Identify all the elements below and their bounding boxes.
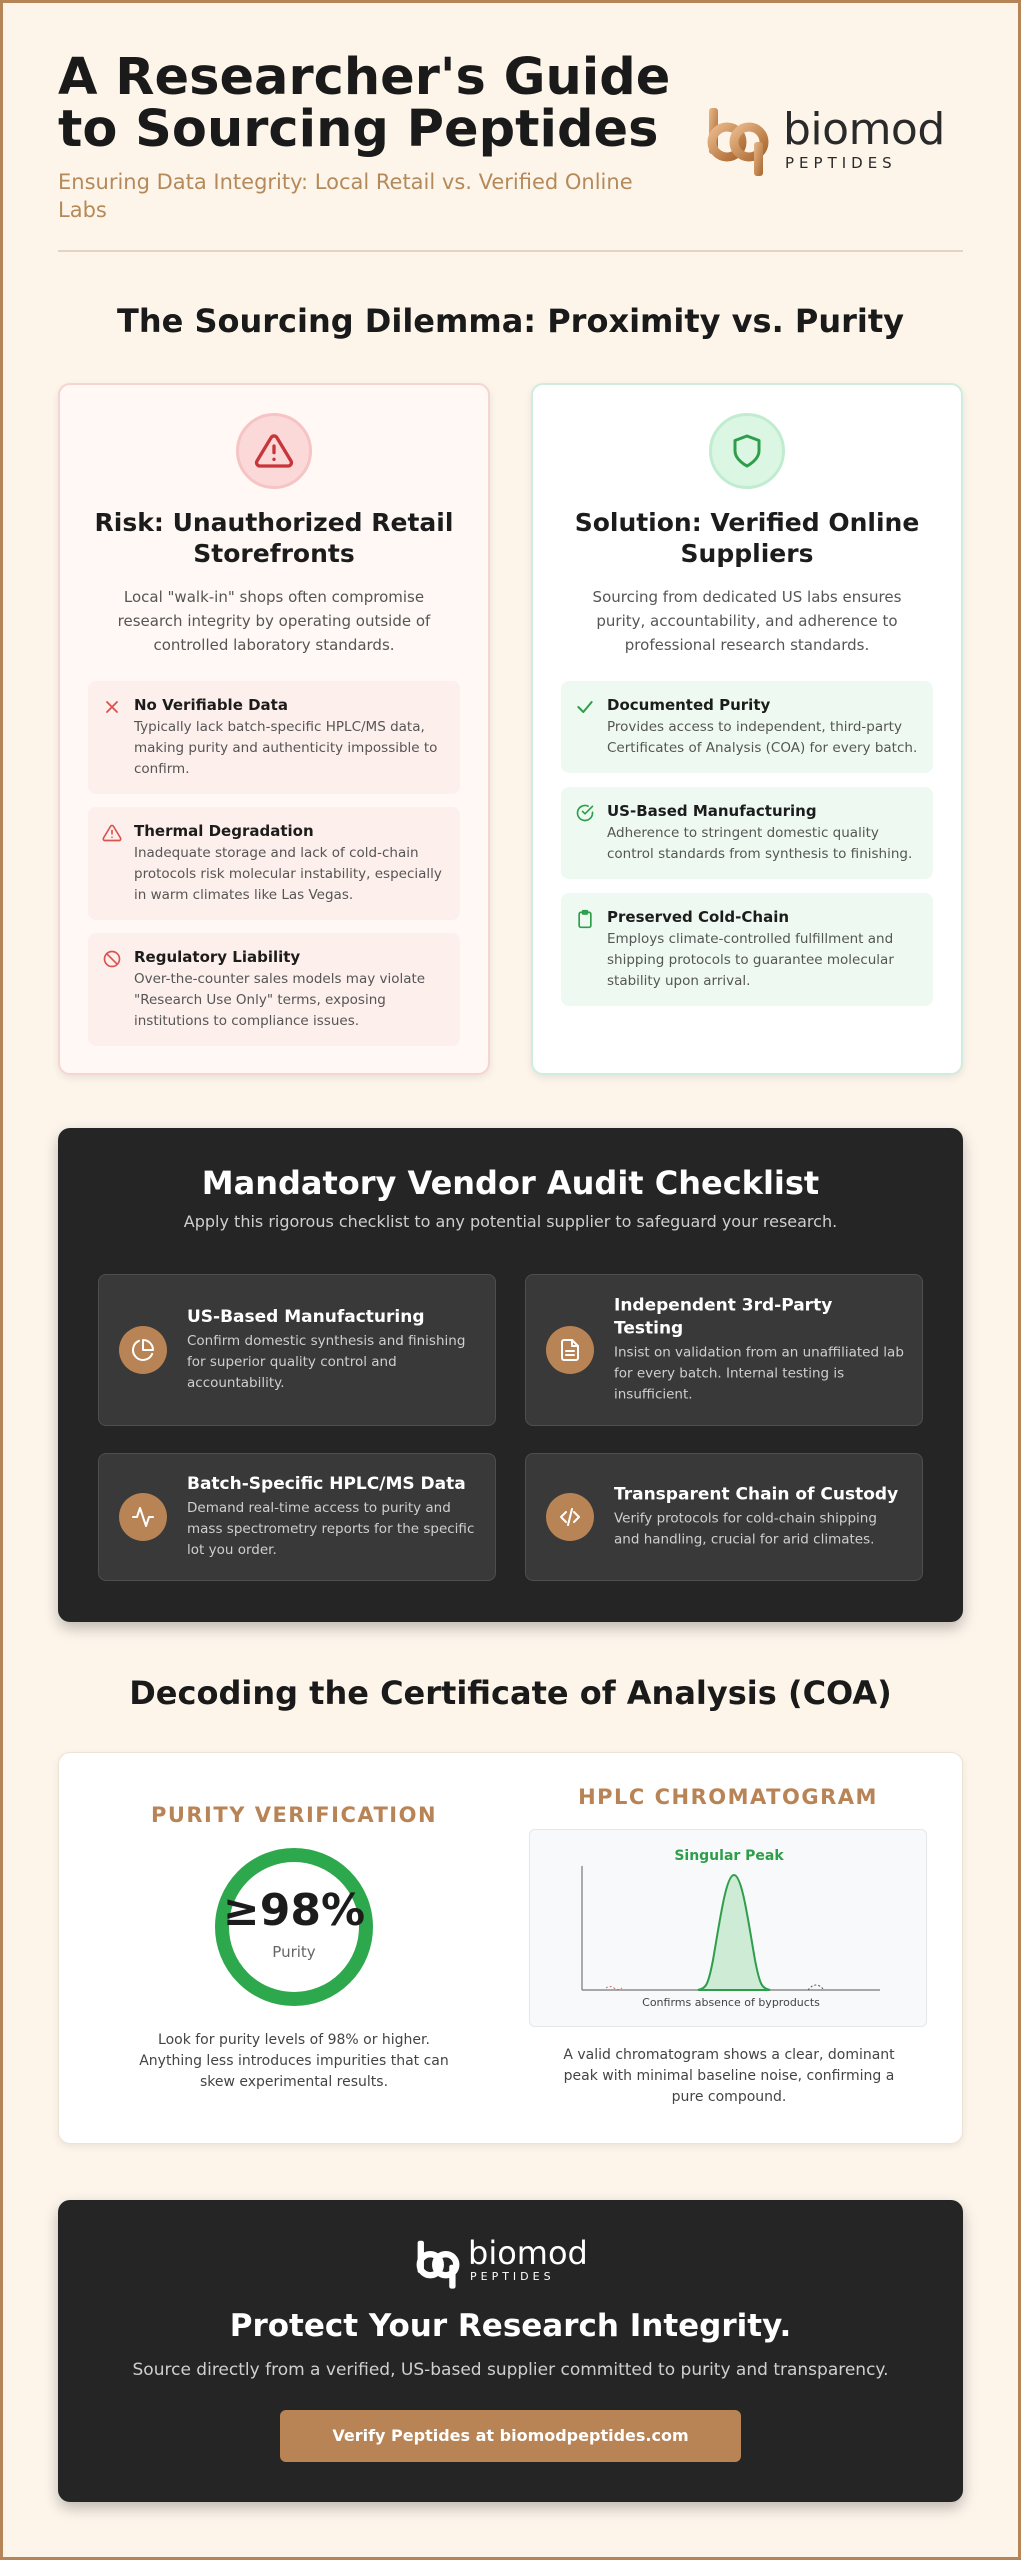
cta-subtitle: Source directly from a verified, US-based supplier committed to purity and transparency. (132, 2360, 889, 2380)
checklist-item-title: US-Based Manufacturing (187, 1307, 425, 1327)
checklist-item-title: Transparent Chain of Custody (614, 1484, 899, 1505)
checklist-item (98, 1453, 496, 1581)
checklist-icon-circle (546, 1493, 594, 1541)
checklist-title: Mandatory Vendor Audit Checklist (201, 1164, 820, 1202)
cta-title: Protect Your Research Integrity. (229, 2308, 792, 2344)
clipboard-icon (575, 909, 595, 929)
purity-label: PURITY VERIFICATION (150, 1803, 438, 1827)
risk-item (88, 933, 460, 1046)
solution-title: Solution: Verified Online Suppliers (574, 508, 920, 568)
document-icon (558, 1338, 582, 1362)
title-line-1: A Researcher's Guide (58, 48, 671, 107)
solution-item-desc: Provides access to independent, third-party Certificates of Analysis (COA) for every batch. (607, 719, 918, 756)
activity-icon (131, 1505, 155, 1529)
solution-item (561, 893, 933, 1006)
biomod-logo (703, 104, 963, 178)
risk-item-desc: Inadequate storage and lack of cold-chain protocols risk molecular instability, especially in warm climates like Las Vegas. (134, 845, 442, 903)
check-circle-icon (575, 803, 595, 823)
code-icon (558, 1505, 582, 1529)
hplc-note: A valid chromatogram shows a clear, dominant peak with minimal baseline noise, confirming a pure compound. (563, 2047, 895, 2105)
risk-item-title: Regulatory Liability (134, 948, 301, 966)
solution-description: Sourcing from dedicated US labs ensures purity, accountability, and adherence to professional research standards. (592, 588, 902, 654)
page-subtitle: Ensuring Data Integrity: Local Retail vs. Verified Online Labs (58, 170, 633, 222)
checklist-icon-circle (119, 1326, 167, 1374)
warning-icon (102, 823, 122, 843)
risk-description: Local "walk-in" shops often compromise research integrity by operating outside of controlled laboratory standards. (117, 588, 431, 654)
pie-chart-icon (131, 1338, 155, 1362)
checklist-item-desc: Insist on validation from an unaffiliated lab for every batch. Internal testing is insufficient. (614, 1344, 904, 1403)
solution-item (561, 681, 933, 773)
solution-item-desc: Employs climate-controlled fulfillment and shipping protocols to guarantee molecular stability upon arrival. (607, 931, 894, 989)
hplc-chromatogram (529, 1829, 927, 2027)
solution-item (561, 787, 933, 879)
solution-card (531, 383, 963, 1075)
risk-item-desc: Over-the-counter sales models may violate "Research Use Only" terms, exposing institutions to compliance issues. (134, 971, 426, 1029)
solution-item-title: Preserved Cold-Chain (607, 908, 790, 926)
cta-logo-wordmark: biomod (468, 2234, 588, 2272)
checklist-item (525, 1453, 923, 1581)
checklist-item (98, 1274, 496, 1426)
logo-wordmark: biomod (783, 104, 945, 155)
purity-value: ≥98% (222, 1885, 366, 1936)
hplc-label: HPLC CHROMATOGRAM (578, 1785, 878, 1809)
purity-value-label: Purity (272, 1943, 316, 1961)
solution-badge (709, 413, 785, 489)
risk-card (58, 383, 490, 1075)
checklist-item-desc: Demand real-time access to purity and mass spectrometry reports for the specific lot you order. (187, 1500, 475, 1558)
solution-item-title: US-Based Manufacturing (607, 802, 817, 820)
check-icon (575, 697, 595, 717)
dilemma-title: The Sourcing Dilemma: Proximity vs. Purity (116, 302, 904, 340)
peak-label: Singular Peak (674, 1848, 784, 1864)
risk-badge (236, 413, 312, 489)
header (58, 48, 963, 252)
checklist-item-desc: Confirm domestic synthesis and finishing for superior quality control and accountability. (187, 1333, 466, 1391)
checklist-item-title: Independent 3rd-Party Testing (614, 1295, 833, 1339)
audit-checklist (58, 1128, 963, 1622)
risk-title: Risk: Unauthorized Retail Storefronts (94, 508, 454, 568)
checklist-icon-circle (546, 1326, 594, 1374)
risk-item-title: No Verifiable Data (134, 696, 288, 714)
x-icon (102, 697, 122, 717)
coa-card (58, 1752, 963, 2144)
warning-icon (254, 431, 294, 471)
bp-logo-icon (703, 104, 773, 178)
page-title (58, 48, 698, 159)
risk-item (88, 807, 460, 920)
purity-ring (214, 1847, 374, 2007)
checklist-icon-circle (119, 1493, 167, 1541)
checklist-item-title: Batch-Specific HPLC/MS Data (187, 1474, 466, 1494)
logo-tagline: PEPTIDES (785, 154, 897, 172)
purity-note: Look for purity levels of 98% or higher. Anything less introduces impurities that can skew experimental results. (139, 2032, 449, 2090)
bp-logo-icon (412, 2238, 464, 2290)
checklist-subtitle: Apply this rigorous checklist to any potential supplier to safeguard your research. (183, 1212, 838, 1231)
risk-item (88, 681, 460, 794)
title-line-2: to Sourcing Peptides (58, 100, 659, 159)
checklist-item-desc: Verify protocols for cold-chain shipping and handling, crucial for arid climates. (614, 1510, 877, 1548)
coa-title: Decoding the Certificate of Analysis (COA) (129, 1674, 892, 1712)
shield-icon (729, 433, 765, 469)
solution-item-title: Documented Purity (607, 696, 771, 714)
risk-item-desc: Typically lack batch-specific HPLC/MS data, making purity and authenticity impossible to confirm. (134, 719, 438, 777)
risk-item-title: Thermal Degradation (134, 822, 314, 840)
verify-peptides-button[interactable]: Verify Peptides at biomodpeptides.com (280, 2410, 741, 2462)
solution-item-desc: Adherence to stringent domestic quality control standards from synthesis to finishing. (607, 825, 913, 862)
prohibited-icon (102, 949, 122, 969)
cta-section (58, 2200, 963, 2502)
cta-logo (412, 2234, 612, 2290)
cta-logo-tagline: PEPTIDES (470, 2270, 555, 2283)
checklist-item (525, 1274, 923, 1426)
chromatogram-caption: Confirms absence of byproducts (642, 1996, 820, 2009)
